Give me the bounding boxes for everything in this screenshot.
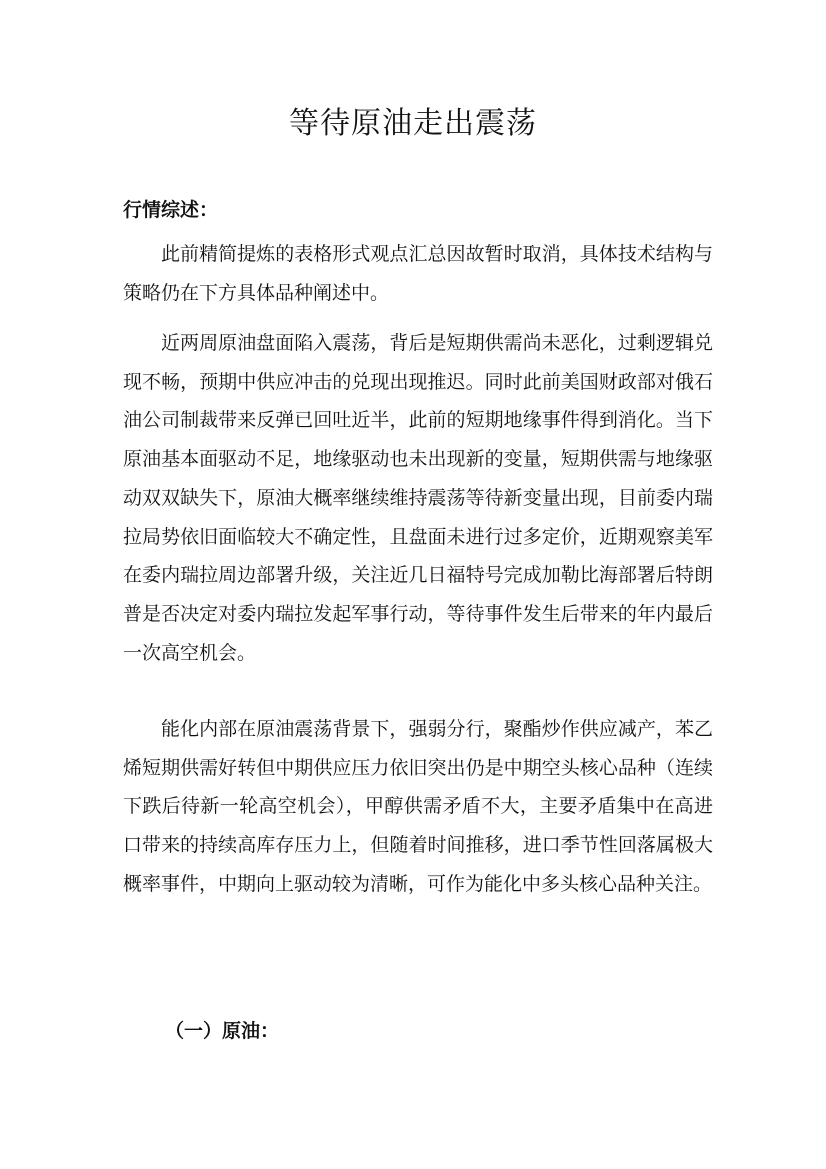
paragraph: 近两周原油盘面陷入震荡，背后是短期供需尚未恶化，过剩逻辑兑现不畅，预期中供应冲击的兑现出现推迟。同时此前美国财政部对俄石油公司制裁带来反弹已回吐近半，此前的短期地缘事件得到消化。当下原油基本面驱动不足，地缘驱动也未出现新的变量，短期供需与地缘驱动双双缺失下，原油大概率继续维持震荡等待新变量出现，目前委内瑞拉局势依旧面临较大不确定性，且盘面未进行过多定价，近期观察美军在委内瑞拉周边部署升级，关注近几日福特号完成加勒比海部署后特朗普是否决定对委内瑞拉发起军事行动，等待事件发生后带来的年内最后一次高空机会。 [123, 332, 713, 664]
section-heading-market-overview: 行情综述： [123, 199, 219, 221]
paragraph: 能化内部在原油震荡背景下，强弱分行，聚酯炒作供应减产，苯乙烯短期供需好转但中期供应压力依旧突出仍是中期空头核心品种（连续下跌后待新一轮高空机会），甲醇供需矛盾不大，主要矛盾集中在高进口带来的持续高库存压力上，但随着时间推移，进口季节性回落属极大概率事件，中期向上驱动较为清晰，可作为能化中多头核心品种关注。 [123, 718, 713, 895]
document-title: 等待原油走出震荡 [289, 106, 537, 141]
paragraph: 此前精简提炼的表格形式观点汇总因故暂时取消，具体技术结构与策略仍在下方具体品种阐述中。 [123, 243, 713, 304]
sub-heading-crude-oil: （一）原油： [165, 1020, 280, 1042]
